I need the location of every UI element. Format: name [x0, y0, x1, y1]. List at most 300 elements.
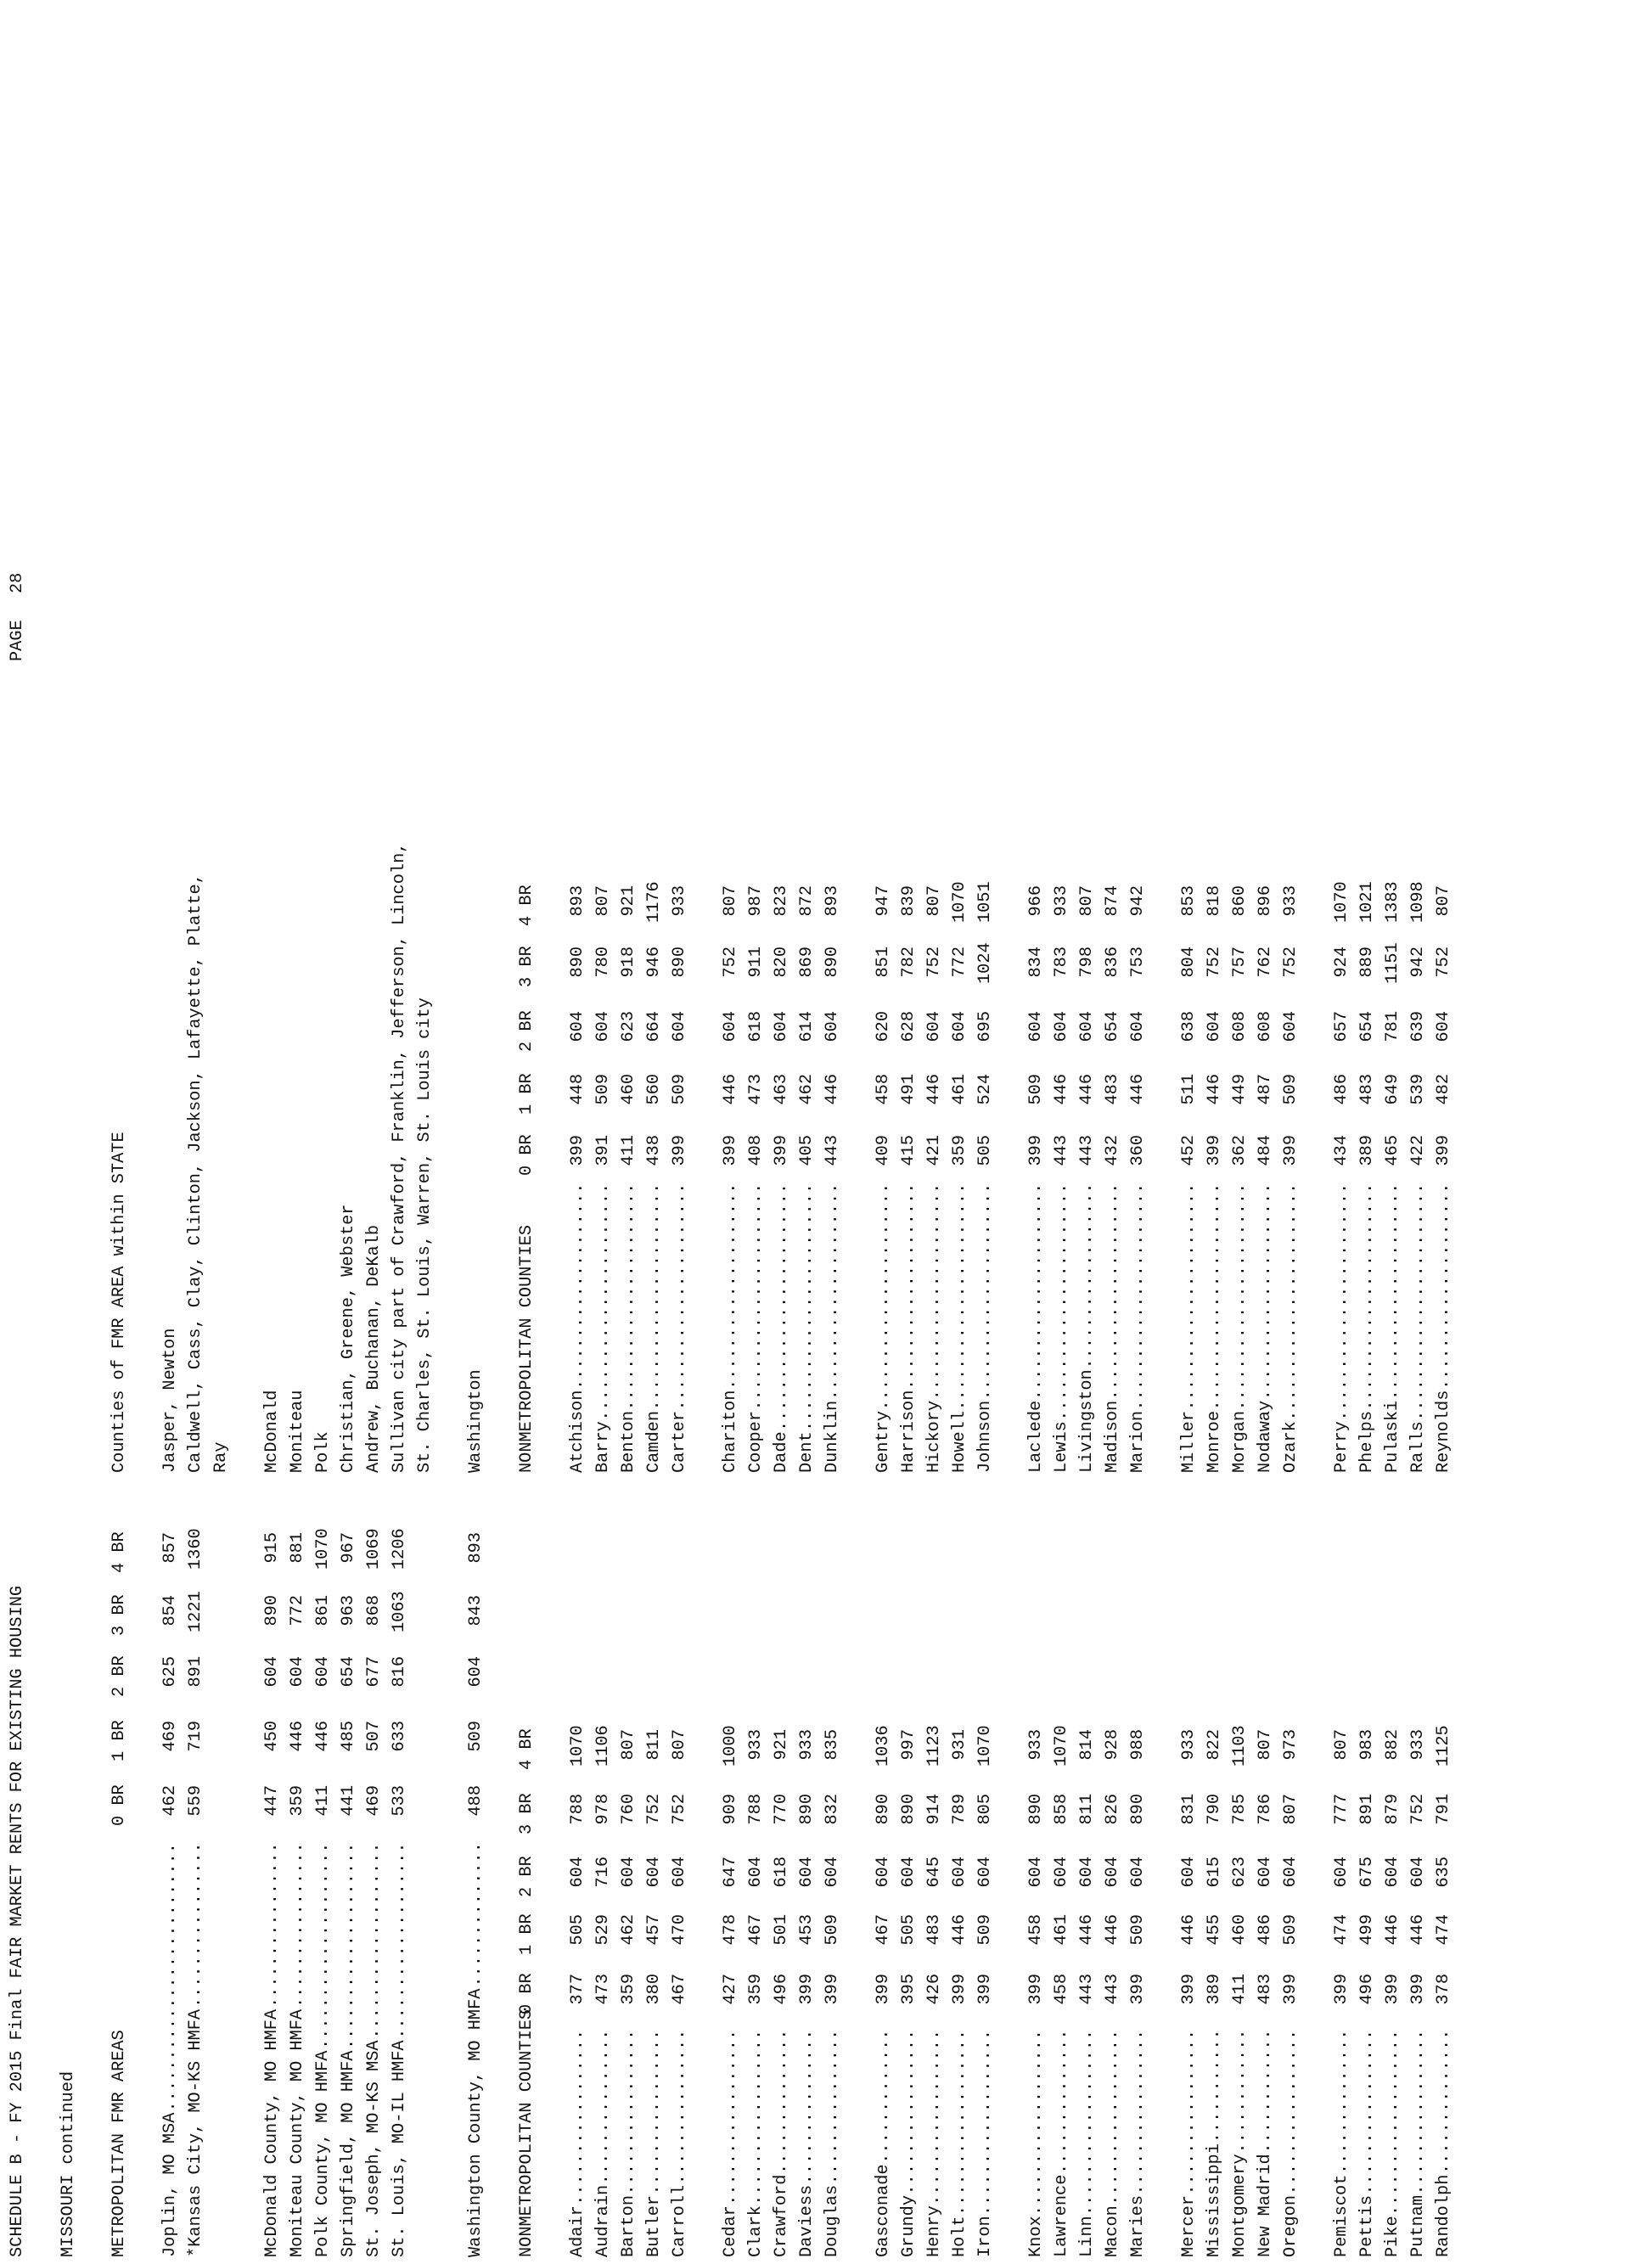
fmr-value: 807: [924, 885, 944, 917]
fmr-value: 377: [568, 1974, 587, 2005]
fmr-value: 983: [1357, 1729, 1377, 1761]
county-name: Maries: [1128, 2194, 1148, 2257]
fmr-value: 359: [950, 1135, 969, 1166]
fmr-value: 933: [1179, 1729, 1199, 1761]
county-name: Daviess: [797, 2184, 817, 2257]
fmr-value: 460: [619, 1074, 638, 1105]
dot-leader: ................: [1281, 2029, 1301, 2195]
fmr-value: 657: [1332, 1011, 1351, 1042]
fmr-value: 359: [288, 1785, 307, 1817]
dot-leader: ........................: [772, 1183, 791, 1431]
fmr-value: 788: [746, 1794, 766, 1825]
fmr-value: 486: [1256, 1914, 1275, 1946]
fmr-value: 604: [1077, 1857, 1097, 1888]
fmr-value: 909: [721, 1794, 740, 1825]
dot-leader: ..................: [1077, 1183, 1097, 1369]
fmr-value: 807: [1332, 1729, 1351, 1761]
dot-leader: ................: [186, 1842, 205, 2008]
fmr-value: 1206: [390, 1528, 409, 1570]
fmr-value: 604: [975, 1857, 995, 1888]
fmr-value: 780: [593, 947, 613, 978]
dot-leader: ......................: [1205, 1183, 1224, 1411]
fmr-value: 857: [160, 1532, 180, 1564]
fmr-value: 399: [797, 1974, 817, 2005]
county-name: Pulaski: [1383, 1400, 1402, 1473]
fmr-value: 604: [1128, 1011, 1148, 1042]
county-name: Audrain: [593, 2184, 613, 2257]
fmr-value: 399: [823, 1974, 842, 2005]
fmr-value: 891: [1357, 1794, 1377, 1825]
column-header: 3 BR: [517, 946, 537, 987]
fmr-value: 933: [1052, 885, 1071, 917]
fmr-value: 762: [1256, 947, 1275, 978]
county-name: Butler: [644, 2194, 664, 2257]
dot-leader: .....................: [823, 1183, 842, 1401]
county-name: Pettis: [1357, 2194, 1377, 2257]
fmr-value: 604: [823, 1011, 842, 1042]
fmr-value: 452: [1179, 1135, 1199, 1166]
fmr-value: 399: [1434, 1135, 1453, 1166]
dot-leader: ...............: [593, 2029, 613, 2185]
county-list: Ray: [211, 1441, 231, 1473]
fmr-value: 399: [721, 1135, 740, 1166]
fmr-value: 399: [670, 1135, 689, 1166]
fmr-value: 928: [1103, 1729, 1122, 1761]
fmr-value: 491: [899, 1074, 919, 1105]
county-name: Knox: [1026, 2216, 1046, 2257]
dot-leader: .....................: [1256, 1183, 1275, 1401]
fmr-value: 559: [186, 1785, 205, 1817]
fmr-value: 399: [1408, 1974, 1428, 2005]
dot-leader: ...............: [670, 2029, 689, 2185]
fmr-value: 890: [874, 1794, 893, 1825]
fmr-value: 719: [186, 1721, 205, 1752]
county-name: Barry: [593, 1421, 613, 1473]
fmr-value: 505: [568, 1914, 587, 1946]
fmr-value: 415: [899, 1135, 919, 1166]
fmr-value: 604: [746, 1857, 766, 1888]
fmr-value: 625: [160, 1656, 180, 1688]
fmr-value: 890: [670, 947, 689, 978]
fmr-value: 623: [1230, 1857, 1250, 1888]
area-name: *Kansas City, MO-KS HMFA: [186, 2008, 205, 2257]
dot-leader: ..................: [1383, 2029, 1402, 2216]
fmr-value: 966: [1026, 885, 1046, 917]
fmr-value: 635: [1434, 1857, 1453, 1888]
county-name: Ozark: [1281, 1421, 1301, 1473]
dot-leader: .....................: [975, 1183, 995, 1401]
fmr-value: 872: [797, 885, 817, 917]
column-header: 3 BR: [110, 1594, 129, 1636]
dot-leader: .................: [746, 2029, 766, 2205]
fmr-value: 752: [670, 1794, 689, 1825]
fmr-value: 853: [1179, 885, 1199, 917]
fmr-value: 446: [924, 1074, 944, 1105]
county-list: St. Charles, St. Louis, Warren, St. Louis city: [415, 997, 435, 1473]
fmr-value: 963: [339, 1595, 358, 1626]
fmr-value: 831: [1179, 1794, 1199, 1825]
fmr-value: 467: [670, 1974, 689, 2005]
fmr-value: 446: [288, 1721, 307, 1752]
fmr-value: 399: [1383, 1974, 1402, 2005]
fmr-value: 890: [1128, 1794, 1148, 1825]
county-name: Barton: [619, 2194, 638, 2257]
column-header: 0 BR: [517, 1134, 537, 1176]
fmr-value: 836: [1103, 947, 1122, 978]
fmr-value: 604: [1128, 1857, 1148, 1888]
fmr-value: 438: [644, 1135, 664, 1166]
fmr-value: 399: [950, 1974, 969, 2005]
fmr-value: 604: [670, 1857, 689, 1888]
dot-leader: ....................: [899, 1183, 919, 1390]
fmr-value: 443: [823, 1135, 842, 1166]
fmr-value: 604: [670, 1011, 689, 1042]
fmr-value: 389: [1205, 1974, 1224, 2005]
county-list: Caldwell, Cass, Clay, Clinton, Jackson, Lafayette, Platte,: [186, 874, 205, 1473]
fmr-value: 447: [262, 1785, 282, 1817]
dot-leader: .......................: [593, 1183, 613, 1421]
nonmetro-heading-left: NONMETROPOLITAN COUNTIES: [517, 2008, 537, 2257]
fmr-value: 434: [1332, 1135, 1351, 1166]
dot-leader: ..............: [1434, 2029, 1453, 2174]
dot-leader: ...............: [823, 2029, 842, 2185]
fmr-value: 399: [975, 1974, 995, 2005]
fmr-value: 509: [975, 1914, 995, 1946]
fmr-value: 450: [262, 1721, 282, 1752]
fmr-value: 461: [1052, 1914, 1071, 1946]
fmr-value: 947: [874, 885, 893, 917]
fmr-value: 470: [670, 1914, 689, 1946]
fmr-value: 874: [1103, 885, 1122, 917]
fmr-value: 851: [874, 947, 893, 978]
fmr-value: 889: [1357, 947, 1377, 978]
county-name: Putnam: [1408, 2194, 1428, 2257]
dot-leader: ....................: [313, 1842, 333, 2049]
fmr-value: 465: [1383, 1135, 1402, 1166]
fmr-value: 604: [619, 1857, 638, 1888]
dot-leader: ......................: [619, 1183, 638, 1411]
fmr-value: 893: [568, 885, 587, 917]
fmr-value: 473: [593, 1974, 613, 2005]
fmr-value: 752: [1205, 947, 1224, 978]
fmr-value: 604: [950, 1011, 969, 1042]
area-name: Polk County, MO HMFA: [313, 2050, 333, 2257]
fmr-value: 752: [1434, 947, 1453, 978]
dot-leader: .......................: [1281, 1183, 1301, 1421]
fmr-value: 807: [1077, 885, 1097, 917]
fmr-value: 933: [797, 1729, 817, 1761]
county-name: Ralls: [1408, 1421, 1428, 1473]
dot-leader: ......................: [1357, 1183, 1377, 1411]
fmr-value: 615: [1205, 1857, 1224, 1888]
fmr-value: 807: [721, 885, 740, 917]
fmr-value: 496: [772, 1974, 791, 2005]
column-header: 1 BR: [517, 1913, 537, 1955]
county-name: New Madrid: [1256, 2154, 1275, 2257]
fmr-value: 524: [975, 1074, 995, 1105]
fmr-value: 443: [1103, 1974, 1122, 2005]
county-name: Montgomery: [1230, 2154, 1250, 2257]
dot-leader: ....................: [568, 1183, 587, 1390]
fmr-value: 446: [950, 1914, 969, 1946]
fmr-value: 890: [823, 947, 842, 978]
county-name: Gentry: [874, 1410, 893, 1473]
county-name: Morgan: [1230, 1410, 1250, 1473]
dot-leader: ......................: [746, 1183, 766, 1411]
dot-leader: ..................: [1077, 2029, 1097, 2216]
fmr-value: 757: [1230, 947, 1250, 978]
dot-leader: .................: [721, 2029, 740, 2205]
fmr-value: 604: [313, 1656, 333, 1688]
fmr-value: 457: [644, 1914, 664, 1946]
fmr-value: 460: [1230, 1914, 1250, 1946]
fmr-value: 890: [797, 1794, 817, 1825]
fmr-value: 501: [772, 1914, 791, 1946]
fmr-value: 533: [390, 1785, 409, 1817]
county-name: Madison: [1103, 1400, 1122, 1473]
dot-leader: .................: [924, 2029, 944, 2205]
fmr-value: 716: [593, 1857, 613, 1888]
fmr-value: 1383: [1383, 881, 1402, 923]
fmr-value: 1151: [1383, 942, 1402, 984]
fmr-value: 496: [1357, 1974, 1377, 2005]
dot-leader: .................: [568, 2029, 587, 2205]
fmr-value: 421: [924, 1135, 944, 1166]
fmr-value: 485: [339, 1721, 358, 1752]
fmr-value: 933: [1281, 885, 1301, 917]
dot-leader: ................: [899, 2029, 919, 2195]
fmr-value: 638: [1179, 1011, 1199, 1042]
fmr-value: 620: [874, 1011, 893, 1042]
fmr-value: 933: [1408, 1729, 1428, 1761]
dot-leader: ................: [262, 1842, 282, 2008]
fmr-value: 446: [1179, 1914, 1199, 1946]
fmr-value: 1070: [950, 881, 969, 923]
fmr-value: 462: [797, 1074, 817, 1105]
dot-leader: ..................: [975, 2029, 995, 2216]
county-name: Perry: [1332, 1421, 1351, 1473]
dot-leader: ......................: [874, 1183, 893, 1411]
fmr-value: 1070: [975, 1725, 995, 1767]
fmr-value: 946: [644, 947, 664, 978]
fmr-value: 399: [874, 1974, 893, 2005]
county-name: Hickory: [924, 1400, 944, 1473]
fmr-value: 359: [746, 1974, 766, 2005]
dot-leader: ......................: [1230, 1183, 1250, 1411]
fmr-value: 973: [1281, 1729, 1301, 1761]
fmr-value: 1069: [364, 1528, 384, 1570]
fmr-value: 785: [1230, 1794, 1250, 1825]
county-name: Nodaway: [1256, 1400, 1275, 1473]
fmr-value: 446: [1052, 1074, 1071, 1105]
fmr-value: 860: [1230, 885, 1250, 917]
fmr-value: 604: [823, 1857, 842, 1888]
fmr-value: 453: [797, 1914, 817, 1946]
fmr-value: 509: [593, 1074, 613, 1105]
fmr-value: 770: [772, 1794, 791, 1825]
county-name: Macon: [1103, 2205, 1122, 2257]
dot-leader: ......................: [1128, 1183, 1148, 1411]
county-name: Laclede: [1026, 1400, 1046, 1473]
fmr-value: 752: [924, 947, 944, 978]
dot-leader: .....................: [1103, 1183, 1122, 1401]
dot-leader: .................: [1103, 2029, 1122, 2205]
area-name: Washington County, MO HMFA: [466, 1988, 486, 2257]
dot-leader: ..................: [950, 2029, 969, 2216]
fmr-value: 823: [772, 885, 791, 917]
fmr-value: 854: [160, 1595, 180, 1626]
fmr-value: 446: [721, 1074, 740, 1105]
fmr-value: 654: [1103, 1011, 1122, 1042]
fmr-value: 604: [466, 1656, 486, 1688]
county-name: Monroe: [1205, 1410, 1224, 1473]
fmr-value: 752: [1281, 947, 1301, 978]
fmr-value: 608: [1230, 1011, 1250, 1042]
dot-leader: ..............: [1332, 2029, 1351, 2174]
fmr-value: 467: [746, 1914, 766, 1946]
area-name: St. Joseph, MO-KS MSA: [364, 2040, 384, 2257]
county-name: Cedar: [721, 2205, 740, 2257]
fmr-value: 987: [746, 885, 766, 917]
fmr-value: 843: [466, 1595, 486, 1626]
dot-leader: ..................: [1026, 2029, 1046, 2216]
fmr-value: 362: [1230, 1135, 1250, 1166]
fmr-value: 604: [1205, 1011, 1224, 1042]
fmr-value: 811: [644, 1729, 664, 1761]
fmr-value: 772: [950, 947, 969, 978]
fmr-value: 405: [797, 1135, 817, 1166]
fmr-value: 805: [975, 1794, 995, 1825]
dot-leader: .......................: [1052, 1183, 1071, 1421]
fmr-value: 389: [1357, 1135, 1377, 1166]
fmr-value: 604: [874, 1857, 893, 1888]
county-name: Reynolds: [1434, 1390, 1453, 1473]
area-name: Springfield, MO HMFA: [339, 2050, 358, 2257]
fmr-value: 783: [1052, 947, 1071, 978]
fmr-value: 1051: [975, 881, 995, 923]
fmr-value: 914: [924, 1794, 944, 1825]
state-name: MISSOURI continued: [59, 2070, 78, 2257]
county-name: Henry: [924, 2205, 944, 2257]
fmr-value: 921: [772, 1729, 791, 1761]
fmr-value: 446: [1103, 1914, 1122, 1946]
county-name: Harrison: [899, 1390, 919, 1473]
fmr-value: 890: [899, 1794, 919, 1825]
fmr-value: 604: [1103, 1857, 1122, 1888]
fmr-value: 499: [1357, 1914, 1377, 1946]
fmr-value: 1036: [874, 1725, 893, 1767]
fmr-value: 478: [721, 1914, 740, 1946]
column-header: 1 BR: [110, 1720, 129, 1761]
column-header: 2 BR: [517, 1010, 537, 1052]
fmr-value: 858: [1052, 1794, 1071, 1825]
column-header: 0 BR: [517, 1973, 537, 2014]
fmr-value: 1103: [1230, 1725, 1250, 1767]
fmr-value: 893: [823, 885, 842, 917]
fmr-value: 484: [1256, 1135, 1275, 1166]
fmr-value: 816: [390, 1656, 409, 1688]
page-number: 28: [8, 572, 27, 593]
fmr-value: 426: [924, 1974, 944, 2005]
fmr-value: 411: [313, 1785, 333, 1817]
fmr-value: 896: [1256, 885, 1275, 917]
fmr-value: 868: [364, 1595, 384, 1626]
fmr-value: 781: [1383, 1011, 1402, 1042]
fmr-value: 604: [797, 1857, 817, 1888]
county-name: Cooper: [746, 1410, 766, 1473]
fmr-value: 455: [1205, 1914, 1224, 1946]
fmr-value: 604: [1383, 1857, 1402, 1888]
area-name: Moniteau County, MO HMFA: [288, 2008, 307, 2257]
fmr-value: 881: [288, 1532, 307, 1564]
fmr-value: 807: [670, 1729, 689, 1761]
fmr-value: 760: [619, 1794, 638, 1825]
county-name: Dent: [797, 1431, 817, 1473]
county-name: Iron: [975, 2216, 995, 2257]
fmr-value: 446: [823, 1074, 842, 1105]
fmr-value: 879: [1383, 1794, 1402, 1825]
fmr-value: 395: [899, 1974, 919, 2005]
fmr-value: 467: [874, 1914, 893, 1946]
fmr-value: 399: [772, 1135, 791, 1166]
fmr-value: 1221: [186, 1591, 205, 1632]
area-name: McDonald County, MO HMFA: [262, 2008, 282, 2257]
county-name: Clark: [746, 2205, 766, 2257]
county-name: Camden: [644, 1410, 664, 1473]
fmr-value: 399: [1026, 1135, 1046, 1166]
dot-leader: ............: [1230, 2029, 1250, 2154]
dot-leader: ................: [619, 2029, 638, 2195]
fmr-value: 446: [1077, 1074, 1097, 1105]
fmr-value: 446: [313, 1721, 333, 1752]
fmr-value: 804: [1179, 947, 1199, 978]
fmr-value: 1070: [1332, 881, 1351, 923]
fmr-value: 507: [364, 1721, 384, 1752]
dot-leader: .....................: [924, 1183, 944, 1401]
fmr-value: 623: [619, 1011, 638, 1042]
fmr-value: 443: [1077, 1135, 1097, 1166]
fmr-value: 399: [1128, 1974, 1148, 2005]
county-name: Mercer: [1179, 2194, 1199, 2257]
fmr-value: 997: [899, 1729, 919, 1761]
fmr-value: 486: [1332, 1074, 1351, 1105]
fmr-value: 604: [1179, 1857, 1199, 1888]
fmr-value: 791: [1434, 1794, 1453, 1825]
county-list: Polk: [313, 1431, 333, 1473]
dot-leader: .......................: [1332, 1183, 1351, 1421]
county-name: Oregon: [1281, 2194, 1301, 2257]
fmr-value: 695: [975, 1011, 995, 1042]
fmr-value: 443: [1052, 1135, 1071, 1166]
fmr-value: 604: [568, 1857, 587, 1888]
fmr-value: 933: [746, 1729, 766, 1761]
fmr-value: 511: [1179, 1074, 1199, 1105]
county-list: Jasper, Newton: [160, 1328, 180, 1473]
fmr-value: 614: [797, 1011, 817, 1042]
county-name: Carter: [670, 1410, 689, 1473]
fmr-value: 931: [950, 1729, 969, 1761]
fmr-value: 1098: [1408, 881, 1428, 923]
county-name: Johnson: [975, 1400, 995, 1473]
fmr-value: 604: [262, 1656, 282, 1688]
fmr-value: 861: [313, 1595, 333, 1626]
county-name: Pike: [1383, 2216, 1402, 2257]
fmr-value: 399: [1205, 1135, 1224, 1166]
county-name: Pemiscot: [1332, 2174, 1351, 2257]
fmr-value: 458: [874, 1074, 893, 1105]
fmr-value: 788: [568, 1794, 587, 1825]
fmr-value: 647: [721, 1857, 740, 1888]
